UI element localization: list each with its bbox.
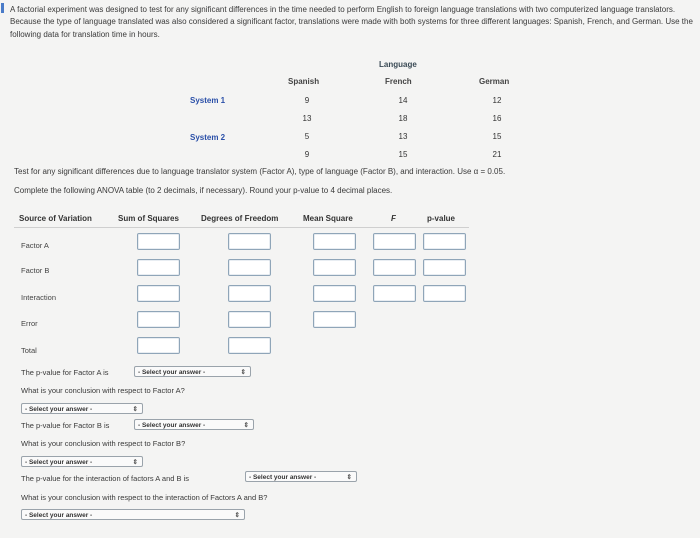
cell: 15 xyxy=(398,150,408,159)
factor-a-pvalue-input[interactable] xyxy=(423,233,466,250)
select-label: - Select your answer - xyxy=(25,406,93,413)
select-label: - Select your answer - xyxy=(25,512,93,519)
cell: 18 xyxy=(398,114,408,123)
updown-arrow-icon: ⇕ xyxy=(234,512,240,519)
interaction-df-input[interactable] xyxy=(228,285,271,302)
conclusion-b-question: What is your conclusion with respect to Factor B? xyxy=(21,439,186,448)
error-ss-input[interactable] xyxy=(137,311,180,328)
cell: 13 xyxy=(302,114,312,123)
cell: 9 xyxy=(304,96,310,105)
select-label: - Select your answer - xyxy=(25,459,93,466)
col-spanish: Spanish xyxy=(288,77,320,86)
anova-col-df: Degrees of Freedom xyxy=(201,214,279,223)
conclusion-interaction-select[interactable] xyxy=(21,509,245,520)
factor-a-ms-input[interactable] xyxy=(313,233,356,250)
factor-b-f-input[interactable] xyxy=(373,259,416,276)
total-df-input[interactable] xyxy=(228,337,271,354)
factor-a-ss-input[interactable] xyxy=(137,233,180,250)
interaction-ms-input[interactable] xyxy=(313,285,356,302)
system-1-label: System 1 xyxy=(190,96,226,105)
cell: 5 xyxy=(304,132,310,141)
factor-a-f-input[interactable] xyxy=(373,233,416,250)
col-german: German xyxy=(479,77,510,86)
conclusion-b-select[interactable] xyxy=(21,456,143,467)
error-ms-input[interactable] xyxy=(313,311,356,328)
select-label: - Select your answer - xyxy=(138,369,206,376)
conclusion-a-question: What is your conclusion with respect to Factor A? xyxy=(21,386,185,395)
language-header: Language xyxy=(379,60,417,69)
anova-col-pvalue: p-value xyxy=(427,214,456,223)
col-french: French xyxy=(385,77,412,86)
cell: 12 xyxy=(492,96,502,105)
cell: 9 xyxy=(304,150,310,159)
anova-col-source: Source of Variation xyxy=(19,214,92,223)
row-factor-a: Factor A xyxy=(21,241,49,250)
cell: 21 xyxy=(492,150,502,159)
anova-col-ss: Sum of Squares xyxy=(118,214,179,223)
pvalue-a-select[interactable] xyxy=(134,366,251,377)
factor-a-df-input[interactable] xyxy=(228,233,271,250)
updown-arrow-icon: ⇕ xyxy=(243,422,249,429)
test-instructions: Test for any significant differences due to language translator system (Factor A), type of language (Factor B), and interaction. Use α = 0.05. xyxy=(14,167,506,176)
factor-b-pvalue-input[interactable] xyxy=(423,259,466,276)
interaction-f-input[interactable] xyxy=(373,285,416,302)
pvalue-a-prefix: The p-value for Factor A is xyxy=(21,368,109,377)
conclusion-a-select[interactable] xyxy=(21,403,143,414)
row-factor-b: Factor B xyxy=(21,266,50,275)
problem-intro: A factorial experiment was designed to test for any significant differences in the time needed to perform English to foreign language translations with two computerized language translators. Because the type of language translated was also considered a significant factor, translations were made with both systems for three different languages: Spanish, French, and German. Use the following data for translation time in hours. xyxy=(10,5,693,39)
updown-arrow-icon: ⇕ xyxy=(240,369,246,376)
pvalue-interaction-prefix: The p-value for the interaction of factors A and B is xyxy=(21,474,190,483)
select-label: - Select your answer - xyxy=(138,422,206,429)
select-label: - Select your answer - xyxy=(249,474,317,481)
updown-arrow-icon: ⇕ xyxy=(132,459,138,466)
updown-arrow-icon: ⇕ xyxy=(346,474,352,481)
updown-arrow-icon: ⇕ xyxy=(132,406,138,413)
question-marker xyxy=(1,3,4,13)
system-2-label: System 2 xyxy=(190,133,226,142)
header-rule xyxy=(14,227,469,228)
complete-instructions: Complete the following ANOVA table (to 2 decimals, if necessary). Round your p-value to 4 decimal places. xyxy=(14,186,393,195)
pvalue-b-prefix: The p-value for Factor B is xyxy=(21,421,110,430)
row-error: Error xyxy=(21,319,38,328)
anova-col-ms: Mean Square xyxy=(303,214,353,223)
interaction-pvalue-input[interactable] xyxy=(423,285,466,302)
factor-b-ss-input[interactable] xyxy=(137,259,180,276)
error-df-input[interactable] xyxy=(228,311,271,328)
pvalue-b-select[interactable] xyxy=(134,419,254,430)
cell: 16 xyxy=(492,114,502,123)
pvalue-interaction-select[interactable] xyxy=(245,471,357,482)
conclusion-interaction-question: What is your conclusion with respect to the interaction of Factors A and B? xyxy=(21,493,268,502)
cell: 13 xyxy=(398,132,408,141)
factor-b-ms-input[interactable] xyxy=(313,259,356,276)
cell: 14 xyxy=(398,96,408,105)
anova-col-f: F xyxy=(391,214,396,223)
row-interaction: Interaction xyxy=(21,293,57,302)
row-total: Total xyxy=(21,346,37,355)
total-ss-input[interactable] xyxy=(137,337,180,354)
cell: 15 xyxy=(492,132,502,141)
interaction-ss-input[interactable] xyxy=(137,285,180,302)
factor-b-df-input[interactable] xyxy=(228,259,271,276)
